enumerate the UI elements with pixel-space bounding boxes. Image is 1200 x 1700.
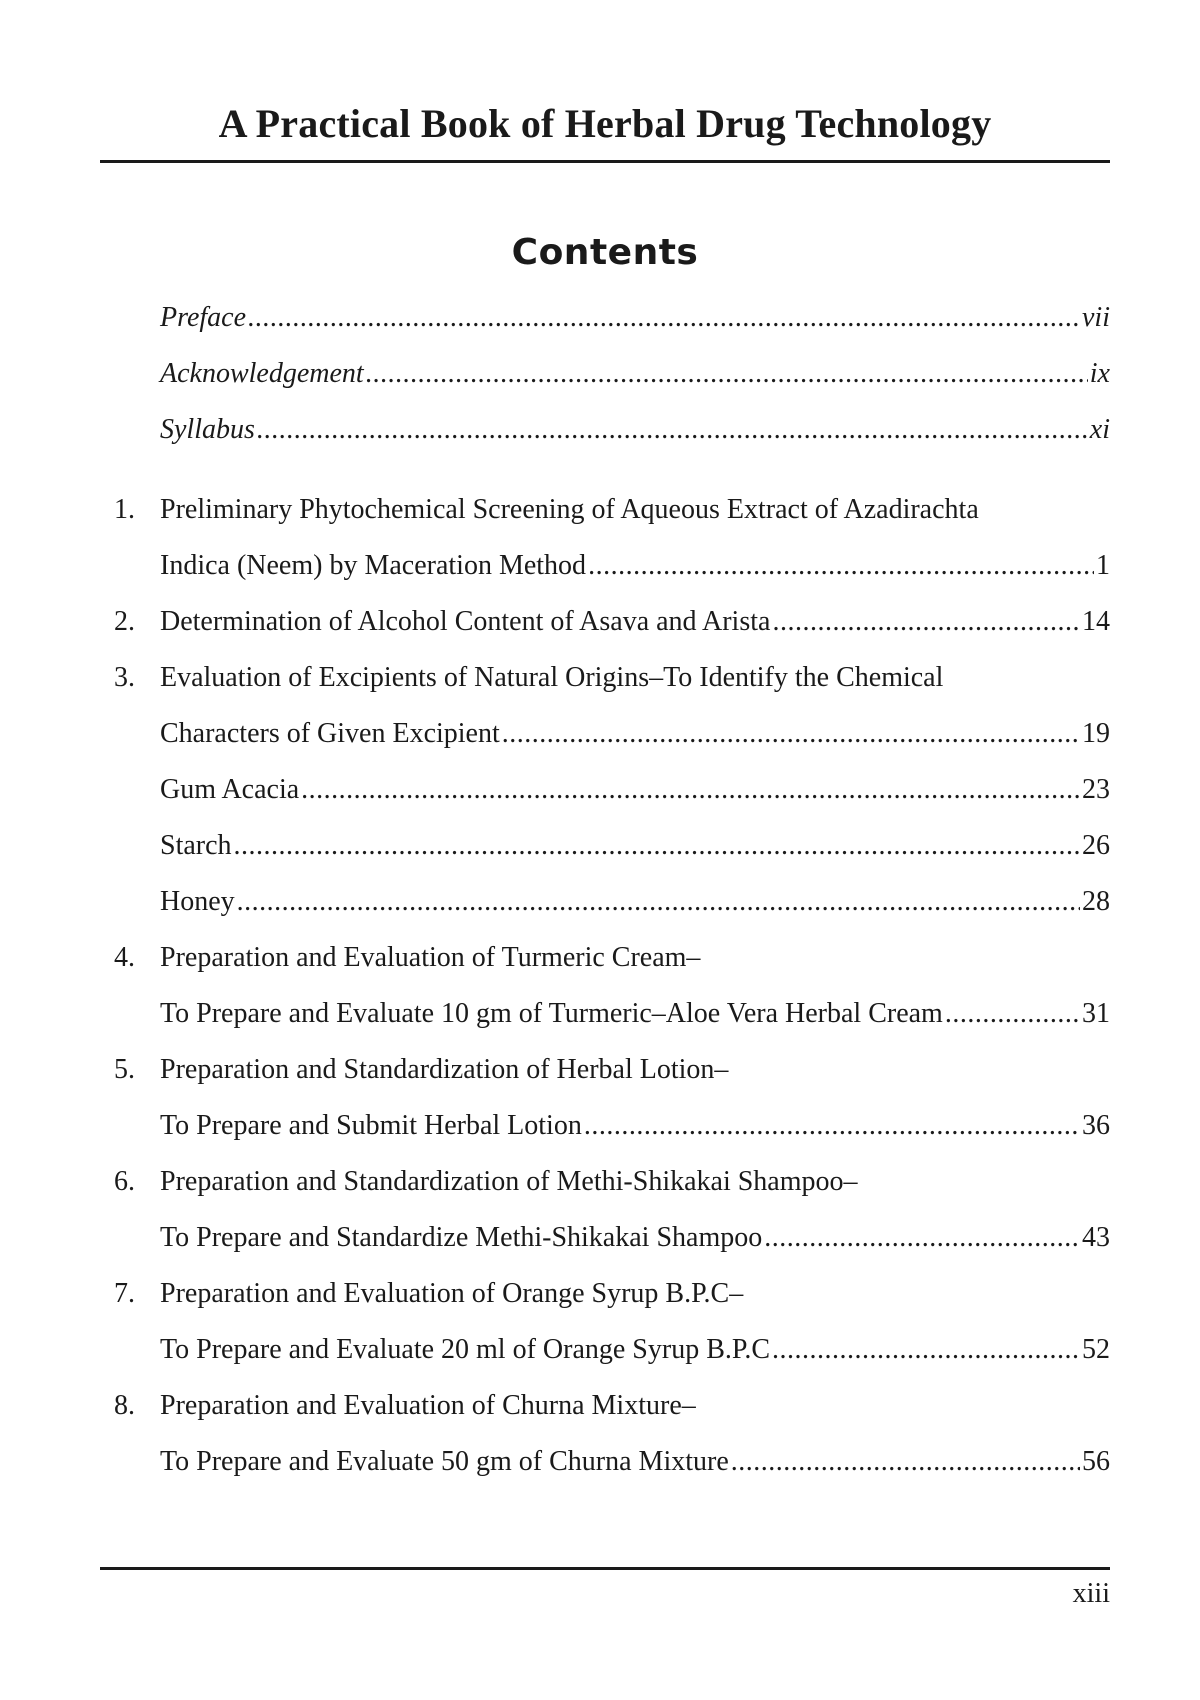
toc-entry-title: To Prepare and Evaluate 20 ml of Orange Syrup B.P.C [160, 1334, 771, 1365]
toc-chapter-4-line-1 [100, 938, 1110, 978]
toc-entry-title: To Prepare and Standardize Methi-Shikakai Shampoo [160, 1222, 763, 1253]
toc-entry-title: To Prepare and Evaluate 10 gm of Turmeric–Aloe Vera Herbal Cream [160, 998, 943, 1029]
toc-chapter-7-line-1 [100, 1274, 1110, 1314]
toc-entry-title: Syllabus [160, 414, 255, 445]
toc-subentry-gum-acacia [100, 770, 1110, 810]
toc-page-number: 23 [1082, 774, 1110, 805]
toc-chapter-1-line-2 [100, 546, 1110, 586]
toc-page-number: 36 [1082, 1110, 1110, 1141]
toc-entry-title: Preparation and Evaluation of Orange Syrup B.P.C– [160, 1278, 744, 1309]
toc-page-number: 56 [1082, 1446, 1110, 1477]
toc-entry-title: Preparation and Standardization of Herbal Lotion– [160, 1054, 729, 1085]
toc-entry-acknowledgement [100, 354, 1110, 394]
dot-leader [764, 1218, 1080, 1258]
toc-entry-title: Determination of Alcohol Content of Asava and Arista [160, 606, 771, 637]
toc-entry-title: Preparation and Evaluation of Churna Mixture– [160, 1390, 696, 1421]
toc-chapter-8-line-2 [100, 1442, 1110, 1482]
toc-page-number: ix [1089, 358, 1110, 389]
toc-entry-title: Acknowledgement [160, 358, 364, 389]
chapter-number: 5. [114, 1054, 135, 1085]
toc-page-number: 52 [1082, 1334, 1110, 1365]
toc-entry-title: Preface [160, 302, 247, 333]
dot-leader [257, 410, 1088, 450]
toc-chapter-3-line-2 [100, 714, 1110, 754]
toc-chapter-8-line-1 [100, 1386, 1110, 1426]
toc-page-number: xi [1089, 414, 1110, 445]
toc-page-number: 26 [1082, 830, 1110, 861]
chapter-number: 2. [114, 606, 135, 637]
chapter-number: 7. [114, 1278, 135, 1309]
toc-entry-title: Honey [160, 886, 235, 917]
toc-entry-title: Starch [160, 830, 232, 861]
toc-page-number: 31 [1082, 998, 1110, 1029]
toc-entry-title: Preliminary Phytochemical Screening of Aqueous Extract of Azadirachta [160, 494, 979, 525]
toc-entry-syllabus [100, 410, 1110, 450]
dot-leader [772, 1330, 1080, 1370]
toc-entry-preface [100, 298, 1110, 338]
header-rule [100, 160, 1110, 163]
toc-entry-title: Characters of Given Excipient [160, 718, 500, 749]
toc-page-number: 28 [1082, 886, 1110, 917]
chapter-number: 1. [114, 494, 135, 525]
toc-page-number: 1 [1096, 550, 1110, 581]
toc-entry-title: Evaluation of Excipients of Natural Origins–To Identify the Chemical [160, 662, 944, 693]
dot-leader [588, 546, 1094, 586]
dot-leader [772, 602, 1080, 642]
toc-chapter-3-line-1 [100, 658, 1110, 698]
contents-heading: Contents [511, 232, 699, 273]
book-title: A Practical Book of Herbal Drug Technology [218, 101, 992, 146]
toc-entry-title: Preparation and Standardization of Methi-Shikakai Shampoo– [160, 1166, 858, 1197]
toc-chapter-6-line-1 [100, 1162, 1110, 1202]
toc-chapter-7-line-2 [100, 1330, 1110, 1370]
chapter-number: 3. [114, 662, 135, 693]
toc-page-number: 14 [1082, 606, 1110, 637]
toc-chapter-4-line-2 [100, 994, 1110, 1034]
toc-entry-title: To Prepare and Evaluate 50 gm of Churna Mixture [160, 1446, 729, 1477]
toc-entry-title: Preparation and Evaluation of Turmeric Cream– [160, 942, 701, 973]
toc-subentry-honey [100, 882, 1110, 922]
dot-leader [731, 1442, 1080, 1482]
dot-leader [248, 298, 1080, 338]
dot-leader [237, 882, 1080, 922]
dot-leader [301, 770, 1080, 810]
toc-chapter-5-line-2 [100, 1106, 1110, 1146]
toc-chapter-5-line-1 [100, 1050, 1110, 1090]
page-number: xiii [1072, 1578, 1110, 1609]
toc-subentry-starch [100, 826, 1110, 866]
chapter-number: 8. [114, 1390, 135, 1421]
toc-chapter-1-line-1 [100, 490, 1110, 530]
footer-rule [100, 1567, 1110, 1570]
chapter-number: 4. [114, 942, 135, 973]
toc-entry-title: To Prepare and Submit Herbal Lotion [160, 1110, 582, 1141]
dot-leader [366, 354, 1088, 394]
toc-chapter-6-line-2 [100, 1218, 1110, 1258]
dot-leader [945, 994, 1080, 1034]
toc-entry-title: Gum Acacia [160, 774, 300, 805]
toc-entry-title: Indica (Neem) by Maceration Method [160, 550, 587, 581]
dot-leader [502, 714, 1080, 754]
toc-page-number: vii [1082, 302, 1110, 333]
dot-leader [234, 826, 1080, 866]
toc-page-number: 19 [1082, 718, 1110, 749]
chapter-number: 6. [114, 1166, 135, 1197]
toc-page-number: 43 [1082, 1222, 1110, 1253]
dot-leader [584, 1106, 1080, 1146]
toc-chapter-2 [100, 602, 1110, 642]
